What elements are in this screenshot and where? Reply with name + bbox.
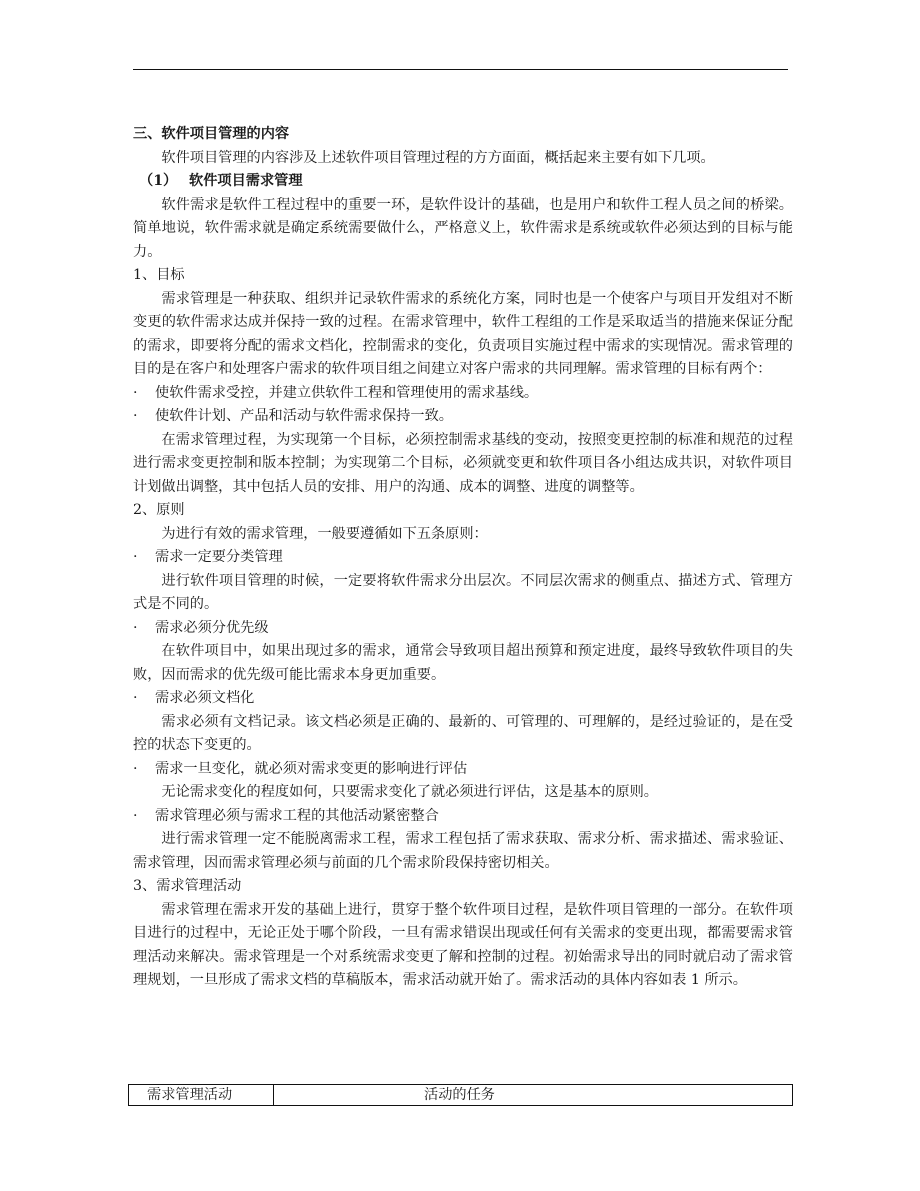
bullet-dot: · — [133, 549, 138, 565]
table-header-activity: 需求管理活动 — [129, 1085, 274, 1106]
section-title: 三、软件项目管理的内容 — [133, 126, 290, 142]
principle-title-text: 需求必须文档化 — [155, 690, 255, 706]
goal-para: 需求管理是一种获取、组织并记录软件需求的系统化方案，同时也是一个使客户与项目开发组对不断变更的软件需求达成并保持一致的过程。在需求管理中，软件工程组的工作是采取适当的措施来保证分配的需求，即要将分配的需求文档化，控制需求的变化，负责项目实施过程中需求的实现情况。需求管理的目的是在客户和处理客户需求的软件项目组之间建立对客户需求的共同理解。需求管理的目标有两个： — [133, 290, 793, 377]
table — [128, 1084, 793, 1106]
header-rule — [133, 69, 788, 70]
principle-title-text: 需求必须分优先级 — [155, 619, 269, 636]
principle-title — [133, 805, 793, 829]
principle-body: 需求必须有文档记录。该文档必须是正确的、最新的、可管理的、可理解的，是经过验证的，是在受控的状态下变更的。 — [133, 713, 793, 753]
bullet-dot: · — [133, 807, 138, 824]
table-header-task: 活动的任务 — [274, 1085, 793, 1106]
goal-bullet — [133, 382, 793, 406]
bullet-dot: · — [133, 760, 138, 777]
principle-title-text: 需求管理必须与需求工程的其他活动紧密整合 — [155, 807, 439, 824]
principle-title — [133, 617, 793, 641]
principles-heading: 2、原则 — [133, 502, 185, 518]
principle-body: 无论需求变化的程度如何，只要需求变化了就必须进行评估，这是基本的原则。 — [161, 784, 658, 800]
bullet-dot: · — [133, 690, 138, 706]
section-intro: 软件项目管理的内容涉及上述软件项目管理过程的方方面面，概括起来主要有如下几项。 — [161, 149, 715, 166]
subsection-para: 软件需求是软件工程过程中的重要一环，是软件设计的基础，也是用户和软件工程人员之间的桥梁。简单地说，软件需求就是确定系统需要做什么，严格意义上，软件需求是系统或软件必须达到的目标与能力。 — [133, 196, 793, 260]
document-body — [133, 123, 793, 993]
bullet-dot: · — [133, 408, 138, 424]
goal-heading: 1、目标 — [133, 267, 185, 283]
table-header-row — [129, 1085, 793, 1106]
activities-heading: 3、需求管理活动 — [133, 878, 242, 894]
principle-title — [133, 687, 793, 711]
bullet-dot: · — [133, 384, 138, 401]
principle-body: 进行需求管理一定不能脱离需求工程，需求工程包括了需求获取、需求分析、需求描述、需求验证、需求管理，因而需求管理必须与前面的几个需求阶段保持密切相关。 — [133, 831, 793, 871]
goal-bullet — [133, 405, 793, 429]
principle-title — [133, 546, 793, 570]
bullet-dot: · — [133, 619, 138, 636]
goal-bullet-text: 使软件需求受控，并建立供软件工程和管理使用的需求基线。 — [155, 384, 539, 401]
principle-title — [133, 758, 793, 782]
subsection-number: （1） — [139, 173, 178, 189]
activities-table — [128, 1084, 793, 1106]
activities-para: 需求管理在需求开发的基础上进行，贯穿于整个软件项目过程，是软件项目管理的一部分。在软件项目进行的过程中，无论正处于哪个阶段，一旦有需求错误出现或任何有关需求的变更出现，都需要需求管理活动来解决。需求管理是一个对系统需求变更了解和控制的过程。初始需求导出的同时就启动了需求管理规划，一旦形成了需求文档的草稿版本，需求活动就开始了。需求活动的具体内容如表 1 所示。 — [133, 901, 793, 988]
principle-body: 进行软件项目管理的时候，一定要将软件需求分出层次。不同层次需求的侧重点、描述方式、管理方式是不同的。 — [133, 572, 793, 612]
goal-bullet-text: 使软件计划、产品和活动与软件需求保持一致。 — [155, 408, 453, 424]
subsection-heading — [133, 170, 793, 194]
principles-intro: 为进行有效的需求管理，一般要遵循如下五条原则： — [161, 525, 488, 542]
principle-title-text: 需求一定要分类管理 — [155, 549, 283, 565]
goal-para2: 在需求管理过程，为实现第一个目标，必须控制需求基线的变动，按照变更控制的标准和规范的过程进行需求变更控制和版本控制；为实现第二个目标，必须就变更和软件项目各小组达成共识，对软件项目计划做出调整，其中包括人员的安排、用户的沟通、成本的调整、进度的调整等。 — [133, 431, 793, 495]
principle-body: 在软件项目中，如果出现过多的需求，通常会导致项目超出预算和预定进度，最终导致软件项目的失败，因而需求的优先级可能比需求本身更加重要。 — [133, 643, 793, 683]
subsection-title: 软件项目需求管理 — [189, 173, 303, 189]
principle-title-text: 需求一旦变化，就必须对需求变更的影响进行评估 — [155, 760, 468, 777]
